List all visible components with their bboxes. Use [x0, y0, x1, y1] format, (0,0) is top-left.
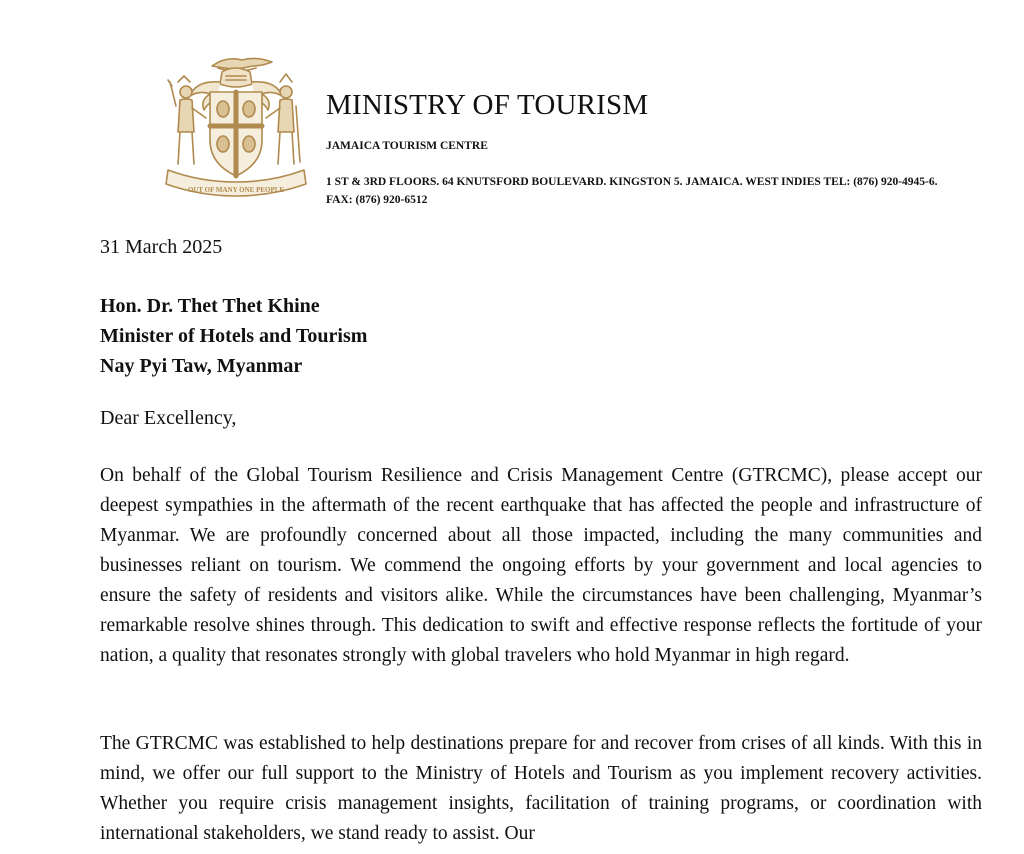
centre-name: JAMAICA TOURISM CENTRE	[326, 140, 488, 152]
recipient-block	[100, 291, 367, 381]
body-paragraph-2: The GTRCMC was established to help destinations prepare for and recover from crises of all kinds. With this in mind, we offer our full support to the Ministry of Hotels and Tourism as you implement recovery activities. Whether you require crisis management insights, facilitation of training programs, or coordination with international stakeholders, we stand ready to assist. Our	[100, 733, 982, 844]
ministry-title: MINISTRY OF TOURISM	[326, 89, 649, 121]
svg-text:OUT OF MANY ONE PEOPLE: OUT OF MANY ONE PEOPLE	[187, 186, 285, 194]
body-paragraph-1: On behalf of the Global Tourism Resilience and Crisis Management Centre (GTRCMC), please accept our deepest sympathies in the aftermath of the recent earthquake that has affected the people and infrastructure of Myanmar. We are profoundly concerned about all those impacted, including the many communities and businesses reliant on tourism. We commend the ongoing efforts by your government and local agencies to ensure the safety of residents and visitors alike. While the circumstances have been challenging, Myanmar’s remarkable resolve shines through. This dedication to swift and effective response reflects the fortitude of your nation, a quality that resonates strongly with global travelers who hold Myanmar in high regard.	[100, 465, 982, 666]
ministry-address: 1 ST & 3RD FLOORS. 64 KNUTSFORD BOULEVARD. KINGSTON 5. JAMAICA. WEST INDIES TEL: (876) 920-4945-6. FAX: (876) 920-6512	[326, 176, 938, 206]
recipient-title: Minister of Hotels and Tourism	[100, 325, 368, 347]
letter-date: 31 March 2025	[100, 236, 223, 258]
recipient-name: Hon. Dr. Thet Thet Khine	[100, 295, 320, 317]
recipient-location: Nay Pyi Taw, Myanmar	[100, 355, 303, 377]
salutation: Dear Excellency,	[100, 407, 237, 429]
coat-of-arms-icon	[160, 52, 310, 202]
